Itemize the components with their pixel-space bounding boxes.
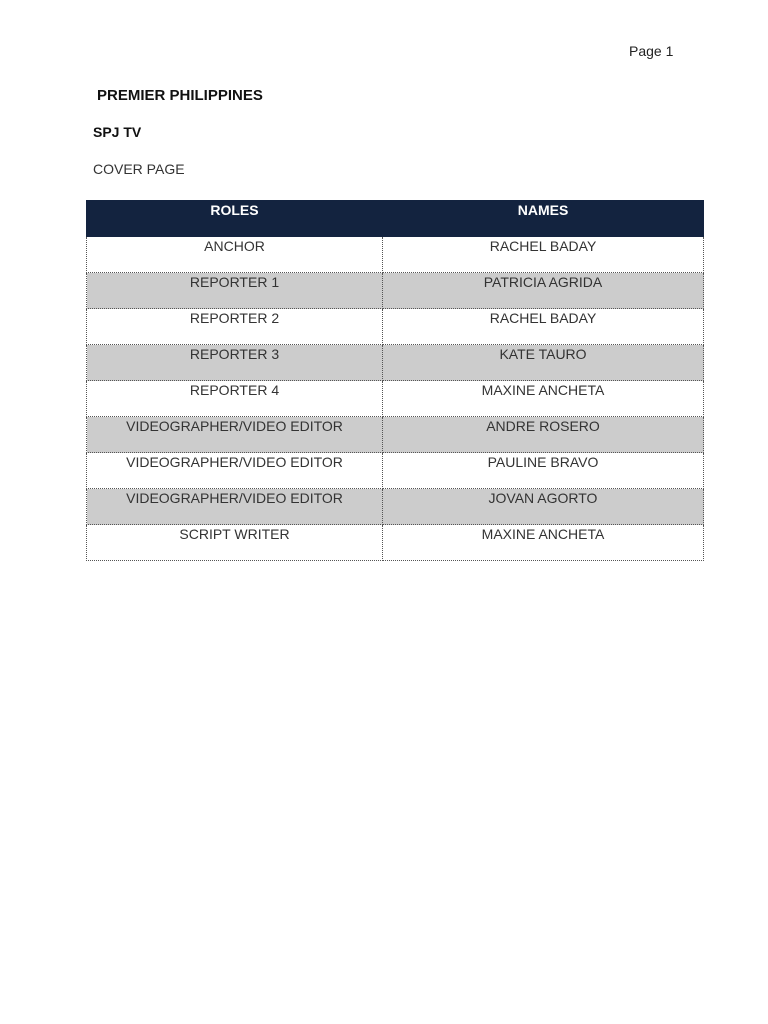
column-header-roles: ROLES bbox=[87, 201, 383, 237]
page-number: Page 1 bbox=[629, 43, 674, 59]
name-cell: ANDRE ROSERO bbox=[383, 417, 704, 453]
role-cell: REPORTER 1 bbox=[87, 273, 383, 309]
program-title: SPJ TV bbox=[93, 124, 142, 140]
column-header-names: NAMES bbox=[383, 201, 704, 237]
table-row bbox=[87, 309, 704, 345]
role-cell: SCRIPT WRITER bbox=[87, 525, 383, 561]
table-row bbox=[87, 489, 704, 525]
table-row bbox=[87, 417, 704, 453]
role-cell: VIDEOGRAPHER/VIDEO EDITOR bbox=[87, 417, 383, 453]
name-cell: RACHEL BADAY bbox=[383, 237, 704, 273]
name-cell: JOVAN AGORTO bbox=[383, 489, 704, 525]
name-cell: KATE TAURO bbox=[383, 345, 704, 381]
table-row bbox=[87, 525, 704, 561]
name-cell: PAULINE BRAVO bbox=[383, 453, 704, 489]
role-cell: ANCHOR bbox=[87, 237, 383, 273]
organization-title: PREMIER PHILIPPINES bbox=[97, 87, 263, 104]
table-row bbox=[87, 273, 704, 309]
role-cell: REPORTER 3 bbox=[87, 345, 383, 381]
name-cell: RACHEL BADAY bbox=[383, 309, 704, 345]
name-cell: PATRICIA AGRIDA bbox=[383, 273, 704, 309]
role-cell: REPORTER 2 bbox=[87, 309, 383, 345]
name-cell: MAXINE ANCHETA bbox=[383, 525, 704, 561]
table-header-row bbox=[87, 201, 704, 237]
role-cell: REPORTER 4 bbox=[87, 381, 383, 417]
table-row bbox=[87, 453, 704, 489]
roles-table bbox=[86, 200, 704, 561]
role-cell: VIDEOGRAPHER/VIDEO EDITOR bbox=[87, 489, 383, 525]
table-row bbox=[87, 237, 704, 273]
table-row bbox=[87, 345, 704, 381]
section-label: COVER PAGE bbox=[93, 161, 185, 177]
table-row bbox=[87, 381, 704, 417]
name-cell: MAXINE ANCHETA bbox=[383, 381, 704, 417]
role-cell: VIDEOGRAPHER/VIDEO EDITOR bbox=[87, 453, 383, 489]
